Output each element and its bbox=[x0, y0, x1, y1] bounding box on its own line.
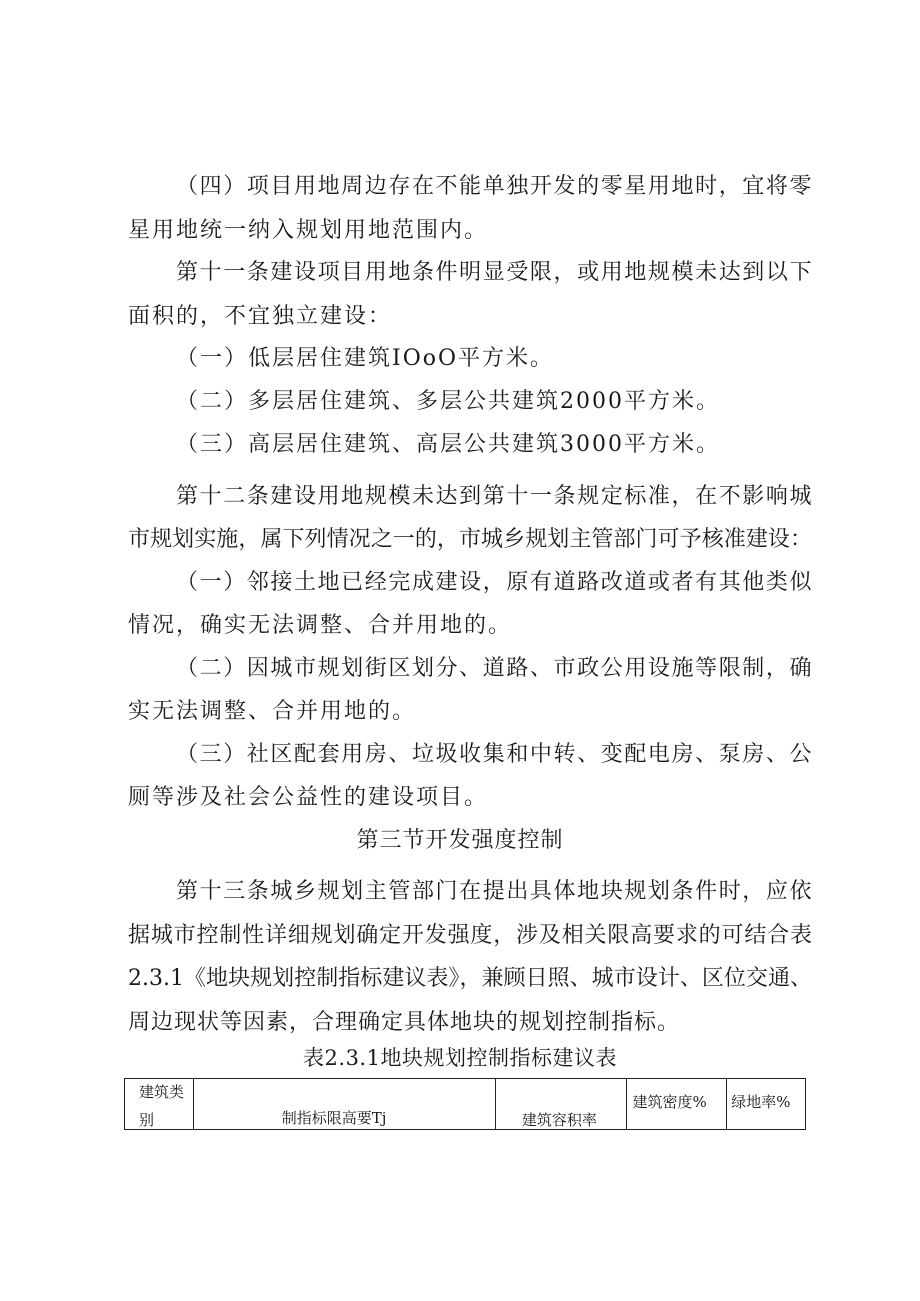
header-far: 建筑容积率 bbox=[521, 1111, 597, 1129]
paragraph-line: 实无法调整、合并用地的。 bbox=[128, 699, 417, 724]
paragraph-line: 2.3.1《地块规划控制指标建议表》，兼顾日照、城市设计、区位交通、 bbox=[128, 966, 812, 991]
paragraph-line: （二）因城市规划街区划分、道路、市政公用设施等限制，确 bbox=[176, 656, 812, 681]
spec-table bbox=[124, 1078, 806, 1130]
header-building-type-line2: 别 bbox=[139, 1111, 155, 1129]
paragraph-line: （一）低层居住建筑IOoO平方米。 bbox=[176, 346, 555, 371]
table-header-cell bbox=[193, 1079, 495, 1130]
spec-table-wrapper bbox=[124, 1078, 806, 1130]
paragraph-line: （四）项目用地周边存在不能单独开发的零星用地时，宜将零 bbox=[176, 174, 812, 199]
paragraph-line: 厕等涉及社会公益性的建设项目。 bbox=[128, 785, 489, 810]
table-header-cell bbox=[626, 1079, 727, 1130]
paragraph-line: 星用地统一纳入规划用地范围内。 bbox=[128, 218, 489, 243]
header-density: 建筑密度% bbox=[632, 1093, 707, 1111]
paragraph-line: 周边现状等因素，合理确定具体地块的规划控制指标。 bbox=[128, 1010, 681, 1035]
table-header-row bbox=[125, 1079, 806, 1130]
paragraph-line: 第十三条城乡规划主管部门在提出具体地块规划条件时，应依 bbox=[176, 879, 812, 904]
table-header-cell bbox=[125, 1079, 194, 1130]
paragraph-line: （二）多层居住建筑、多层公共建筑2000平方米。 bbox=[176, 389, 720, 414]
paragraph-line: 市规划实施，属下列情况之一的，市城乡规划主管部门可予核准建设： bbox=[128, 527, 812, 552]
paragraph-line: 第十二条建设用地规模未达到第十一条规定标准，在不影响城 bbox=[176, 484, 812, 509]
table-header-cell bbox=[727, 1079, 806, 1130]
header-green-ratio: 绿地率% bbox=[731, 1093, 791, 1111]
table-caption: 表2.3.1地块规划控制指标建议表 bbox=[303, 1046, 617, 1070]
paragraph-line: （三）社区配套用房、垃圾收集和中转、变配电房、泵房、公 bbox=[176, 742, 812, 767]
paragraph-line: 面积的，不宜独立建设： bbox=[128, 304, 393, 329]
header-building-type-line1: 建筑类 bbox=[139, 1083, 185, 1101]
paragraph-line: （三）高层居住建筑、高层公共建筑3000平方米。 bbox=[176, 432, 720, 457]
section-title: 第三节开发强度控制 bbox=[356, 828, 564, 853]
header-height-limit: 制指标限高要Tj bbox=[281, 1109, 387, 1127]
paragraph-line: （一）邻接土地已经完成建设，原有道路改道或者有其他类似 bbox=[176, 570, 812, 595]
paragraph-line: 据城市控制性详细规划确定开发强度，涉及相关限高要求的可结合表 bbox=[128, 923, 812, 948]
paragraph-line: 第十一条建设项目用地条件明显受限，或用地规模未达到以下 bbox=[176, 260, 812, 285]
paragraph-line: 情况，确实无法调整、合并用地的。 bbox=[128, 613, 513, 638]
table-header-cell bbox=[495, 1079, 626, 1130]
